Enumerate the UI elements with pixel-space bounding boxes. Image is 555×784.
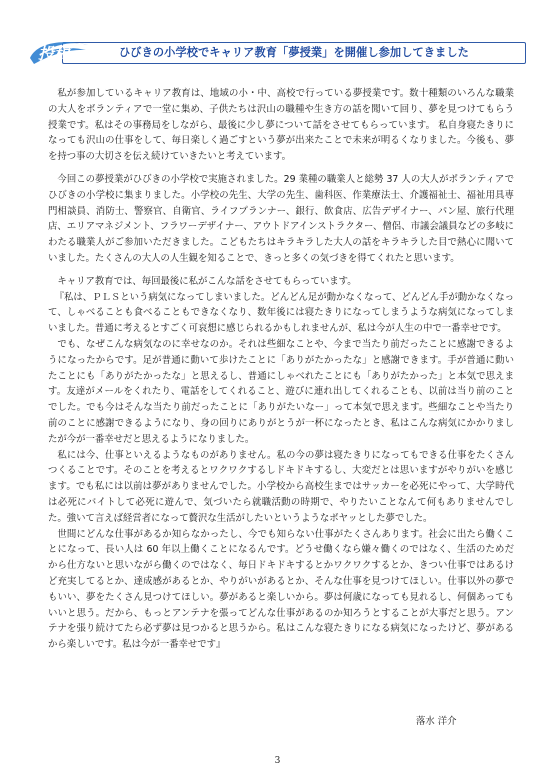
- paragraph-quote-dream: 私には今、仕事といえるようなものがありません。私の今の夢は寝たきりになってもできる仕事をたくさんつくることです。そのことを考えるとワクワクするしドキドキするし、大変だとは思いますがやりがいを感じます。でも私には以前は夢がありませんでした。小学校から高校生まではサッカーを必死にやって、大学時代は必死にバイトして必死に遊んで、気づいたら就職活動の時期で、やりたいことなんて何もありませんでした。強いて言えば経営者になって贅沢な生活がしたいというようなボヤッとした夢でした。: [48, 449, 514, 524]
- article-title: ひびきの小学校でキャリア教育「夢授業」を開催し参加してきました: [119, 46, 469, 59]
- article-header: [26, 36, 526, 68]
- paragraph-quote-work: 世間にどんな仕事があるか知らなかったし、今でも知らない仕事がたくさんあります。社会に出たら働くことになって、長い人は 60 年以上働くことになるんです。どうせ働くなら嫌々働くのではなく、生活のためだから仕方ないと思いながら働くのではなく、毎日ドキドキするとかワクワクするとか、きつい仕事ではあるけど充実してるとか、達成感があるとか、やりがいがあるとか、そんな仕事を見つけてほしい。仕事以外の夢でもいい、夢をたくさん見つけてほしい。夢があると楽しいから。夢は何歳になっても見れるし、何個あってもいいと思う。だから、もっとアンテナを張ってどんな仕事があるのか知ろうとすることが大事だと思う。アンテナを張り続けてたら必ず夢は見つかると思うから。私はこんな寝たきりになる病気になったけど、夢があるから楽しいです。私は今が一番幸せです』: [48, 528, 514, 651]
- contribution-logo: [26, 36, 92, 68]
- page-number: 3: [274, 756, 281, 766]
- title-banner: [62, 42, 526, 64]
- article-body: [48, 86, 514, 653]
- paragraph-quote-illness: 『私は、ＰＬＳという病気になってしまいました。どんどん足が動かなくなって、どんどん手が動かなくなって、しゃべることも食べることもできなくなり、数年後には寝たきりになってしまうような病気になってしまいました。普通に考えるとすごく可哀想に感じられるかもしれませんが、私は今が人生の中で一番幸せです。: [48, 291, 514, 335]
- paragraph-intro: 私が参加しているキャリア教育は、地域の小・中、高校で行っている夢授業です。数十種類のいろんな職業の大人をボランティアで一堂に集め、子供たちは沢山の職種や生き方の話を聞いて回り、夢を見つけてもらう授業です。私はその事務局をしながら、最後に少し夢について話をさせてもらっています。 私自身寝たきりになっても沢山の仕事をして、毎日楽しく過ごすという夢が出来たことで未来が明るくなりました。今後も、夢を持つ事の大切さを伝え続けていきたいと考えています。: [48, 88, 514, 163]
- logo-text: 投稿: [38, 44, 71, 63]
- paragraph-event: 今回この夢授業がひびきの小学校で実施されました。29 業種の職業人と総勢 37 人の大人がボランティアでひびきの小学校に集まりました。小学校の先生、大学の先生、歯科医、作業療法士、介護福祉士、福祉用具専門相談員、消防士、警察官、自衛官、ライフプランナー、銀行、飲食店、広告デザイナー、パン屋、旅行代理店、エリアマネジメント、フラワーデザイナー、アウトドアインストラクター、僧侶、市議会議員などの多岐にわたる職業人がご参加いただきました。こどもたちはキラキラした大人の話をキラキラした目で熱心に聞いていました。たくさんの大人の人生観を知ることで、きっと多くの気づきを得てくれたと思います。: [48, 173, 514, 264]
- paragraph-quote-gratitude: でも、なぜこんな病気なのに幸せなのか。それは些細なことや、今まで当たり前だったことに感謝できるようになったからです。足が普通に動いて歩けたことに「ありがたかったな」と感謝できます。手が普通に動いたことにも「ありがたかったな」と思えるし、普通にしゃべれたことにも「ありがたかった」と本気で思えます。友達がメールをくれたり、電話をしてくれること、遊びに連れ出してくれることも、以前は当り前のことでした。でも今はそんな当たり前だったことに「ありがたいなー」って本気で思えます。些細なことや当たり前のことに感謝できるようになり、身の回りにありがとうが一杯になったとき、私はこんな病気にかかりましたが今が一番幸せだと思えるようになりました。: [48, 338, 514, 445]
- author-signature: 落水 洋介: [416, 716, 457, 727]
- paragraph-career-talk-intro: キャリア教育では、毎回最後に私がこんな話をさせてもらっています。: [57, 275, 357, 287]
